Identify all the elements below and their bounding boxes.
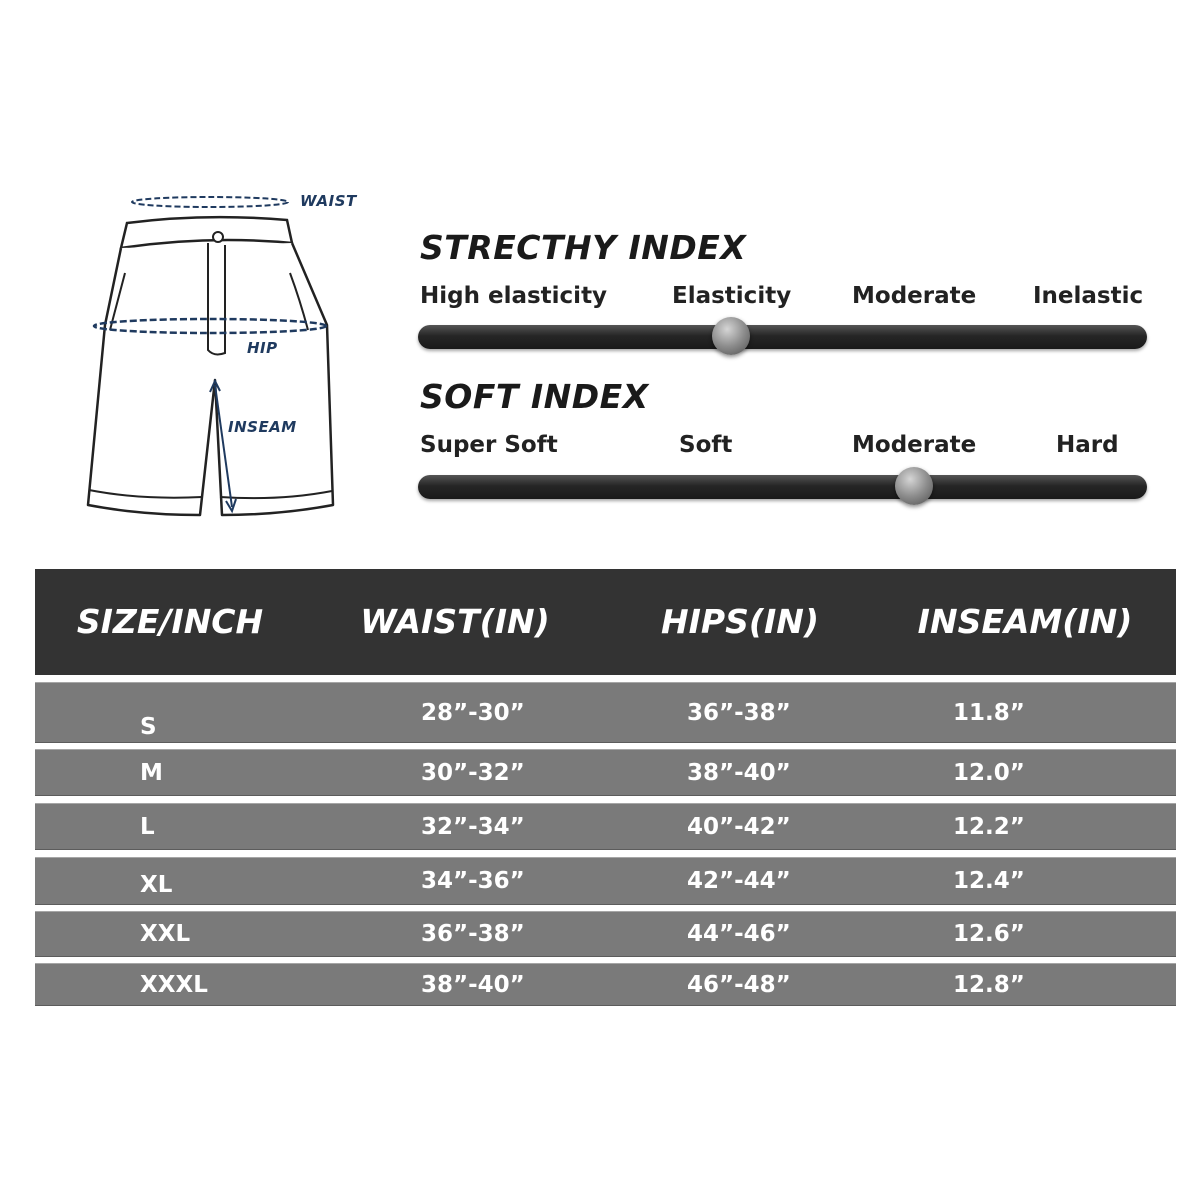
cell-size: M xyxy=(140,759,163,786)
table-row xyxy=(35,749,1176,796)
soft-label-moderate: Moderate xyxy=(852,432,977,458)
shorts-outline-icon xyxy=(80,185,370,525)
cell-hips: 46”-48” xyxy=(687,971,791,998)
cell-size: XXXL xyxy=(140,971,208,998)
soft-index-slider xyxy=(418,475,1147,499)
table-row xyxy=(35,803,1176,850)
shorts-measurement-diagram xyxy=(80,185,370,525)
soft-label-super-soft: Super Soft xyxy=(420,432,558,458)
stretch-label-elasticity: Elasticity xyxy=(672,283,792,309)
soft-index-title: SOFT INDEX xyxy=(420,377,649,416)
inseam-label: INSEAM xyxy=(228,418,297,436)
header-waist: WAIST(IN) xyxy=(360,602,550,641)
cell-inseam: 12.2” xyxy=(953,813,1025,840)
hip-label: HIP xyxy=(247,339,278,357)
stretch-index-slider xyxy=(418,325,1147,349)
cell-inseam: 12.4” xyxy=(953,868,1025,894)
cell-size: XL xyxy=(140,872,173,898)
cell-size: S xyxy=(140,713,157,740)
header-inseam: INSEAM(IN) xyxy=(917,602,1133,641)
cell-waist: 28”-30” xyxy=(421,699,525,726)
cell-inseam: 11.8” xyxy=(953,699,1025,726)
soft-label-soft: Soft xyxy=(679,432,733,458)
table-row xyxy=(35,911,1176,957)
cell-hips: 36”-38” xyxy=(687,699,791,726)
soft-label-hard: Hard xyxy=(1056,432,1119,458)
table-row xyxy=(35,857,1176,905)
header-size: SIZE/INCH xyxy=(76,602,264,641)
table-row xyxy=(35,682,1176,743)
cell-inseam: 12.8” xyxy=(953,971,1025,998)
cell-waist: 30”-32” xyxy=(421,759,525,786)
cell-waist: 34”-36” xyxy=(421,868,525,894)
cell-waist: 32”-34” xyxy=(421,813,525,840)
cell-size: XXL xyxy=(140,921,191,947)
cell-inseam: 12.0” xyxy=(953,759,1025,786)
stretch-index-title: STRECTHY INDEX xyxy=(420,228,747,267)
stretch-label-moderate: Moderate xyxy=(852,283,977,309)
cell-hips: 38”-40” xyxy=(687,759,791,786)
soft-index-knob xyxy=(895,467,933,505)
cell-waist: 38”-40” xyxy=(421,971,525,998)
table-row xyxy=(35,963,1176,1006)
waist-label: WAIST xyxy=(300,192,357,210)
cell-inseam: 12.6” xyxy=(953,921,1025,947)
cell-size: L xyxy=(140,813,155,840)
header-hips: HIPS(IN) xyxy=(661,602,819,641)
cell-hips: 40”-42” xyxy=(687,813,791,840)
stretch-label-inelastic: Inelastic xyxy=(1033,283,1144,309)
cell-hips: 42”-44” xyxy=(687,868,791,894)
size-table-header xyxy=(35,569,1176,675)
stretch-index-knob xyxy=(712,317,750,355)
cell-waist: 36”-38” xyxy=(421,921,525,947)
cell-hips: 44”-46” xyxy=(687,921,791,947)
stretch-label-high-elasticity: High elasticity xyxy=(420,283,608,309)
